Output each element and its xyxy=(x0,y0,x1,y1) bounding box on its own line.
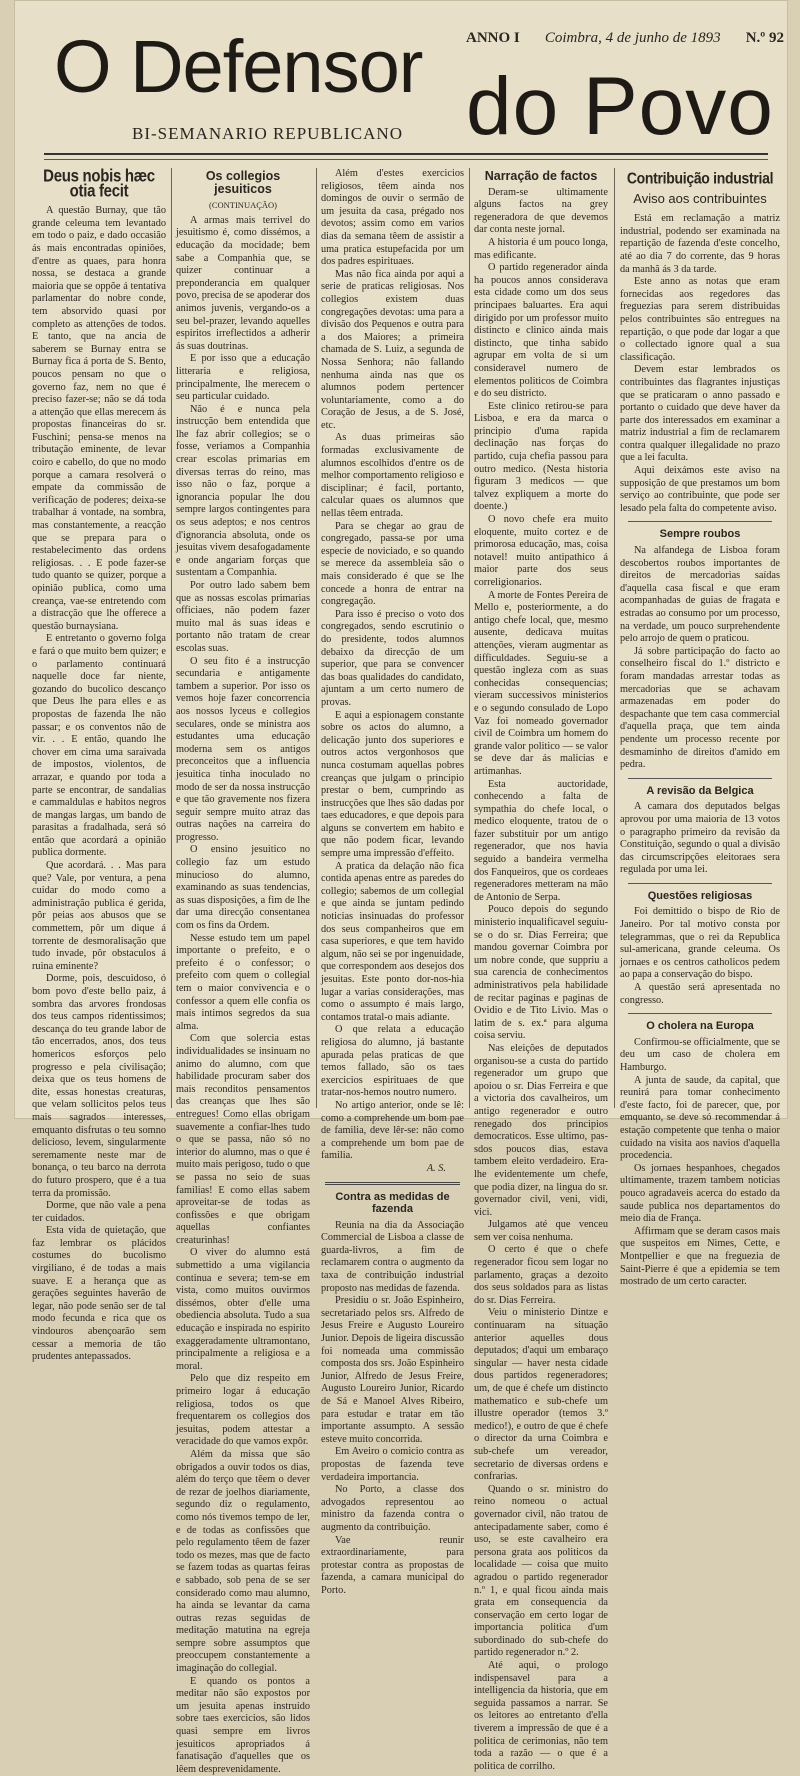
paragraph: E por isso que a educação litteraria e religiosa, principalmente, lhe merecem o seu particular cuidado. xyxy=(176,353,310,403)
narration-title: Narração de factos xyxy=(484,169,598,183)
masthead-rule-thin xyxy=(44,159,768,160)
column-editorial xyxy=(32,166,166,1363)
paragraph: Foi demittido o bispo de Rio de Janeiro. Por tal motivo consta por telegrammas, que o rei da Republica sul-americana, grande celeuma. Os jornaes e os centros catholicos pedem ao papa a conservação do bispo. xyxy=(620,906,780,981)
article-signature: A. S. xyxy=(426,1162,446,1174)
paragraph: O que relata a educação religiosa do alumno, já bastante apurada pelas praticas de que temos fallado, são os taes exercicios espirituaes de que tratar-nos-hemos noutro numero. xyxy=(321,1024,464,1099)
paragraph: Já sobre participação do facto ao conselheiro fiscal do 1.º districto e foram mandadas arrestar todas as mercadorias que se achavam armazenadas em poder do despachante que tem casa commercial d'aquella praça, que tem ainda pendente um processo recente por desmaminho de direitos d'amido em pedra. xyxy=(620,645,780,771)
paragraph: Devem estar lembrados os contribuintes das flagrantes injustiças que se praticaram o anno passado e portanto o cuidado que deve haver da parte dos interessados em examinar a matriz industrial a fim de reclamarem contra qualquer illegalidade no prazo que a lei faculta. xyxy=(620,364,780,464)
paragraph: Aqui deixámos este aviso na supposição de que prestamos um bom serviço ao contribuinte, que pode ser lesado pela falta do competente aviso. xyxy=(620,465,780,514)
paragraph: Esta auctoridade, conhecendo a falta de sympathia do chefe local, o medico eloquente, tratou de o fazer substituir por um antigo regenerador, que nos havia seguido a bandeira vermelha dos Fanqueiros, que os cordeaes regeneradores metteram na mão de Antonio de Serpa. xyxy=(474,778,608,903)
issue-info xyxy=(466,30,784,47)
paragraph: Quando o sr. ministro do reino nomeou o actual governador civil, não tratou de antecipadamente saber, como é uso, se este cavalheiro era persona grata aos politicos da localidade — coisa que muito agradou o partido regenerador n.º 1, e qual ficou ainda mais grata em consequencia da conservação em certo logar de importancia politica d'um subordinado do sub-chefe do partido regenerador n.º 2. xyxy=(474,1483,608,1659)
contribution-title: Contribuição industrial xyxy=(626,168,774,188)
issue-number: N.º 92 xyxy=(745,30,784,46)
paragraph: Em Aveiro o comicio contra as propostas de fazenda teve verdadeira importancia. xyxy=(321,1446,464,1483)
paragraph: Reunia na dia da Associação Commercial de Lisboa a classe de guarda-livros, a fim de reclamarem contra o augmento da taxa de contribuição industrial proposto nas medidas de fazenda. xyxy=(321,1219,464,1294)
editorial-title: Deus nobis hæc otia fecit xyxy=(43,166,155,201)
paragraph: Nas eleições de deputados organisou-se a custa do partido regenerador um grupo que apoiou o sr. Dias Ferreira e que a victoria dos cavalheiros, um antigo regenerador e outro renegado dos principios democraticos. Esse ultimo, pas-sdos poucos dias, estava tambem eleito verdadeiro. Era-lhe evidentemente um chefe, que podia dizer, na lingua do sr. governador civil, veni, vidi, vici. xyxy=(474,1042,608,1218)
paragraph: A questão será apresentada no congresso. xyxy=(620,982,780,1006)
paragraph: As duas primeiras são formadas exclusivamente de alumnos escolhidos d'entre os de melhor comportamento religioso e disciplinar; é facil, portanto, calcular quaes os alumnos que nellas têem entrada. xyxy=(321,432,464,520)
paragraph: A junta de saude, da capital, que reunirá para tomar conhecimento d'este facto, foi de parecer, que, por emquanto, se deve só recommendar á estação competente que tenha o maior cuidado na visita aos navios d'aquella procedencia. xyxy=(620,1074,780,1162)
paragraph: Affirmam que se deram casos mais que suspeitos em Nimes, Cette, e Montpellier e que na freguezia de Saint-Pierre é que a epidemia se tem mostrado de um certo caracter. xyxy=(620,1225,780,1288)
issue-date: Coimbra, 4 de junho de 1893 xyxy=(544,30,721,46)
paragraph: Veiu o ministerio Dintze e continuaram na situação anterior aquelles dous deputados; d'aqui um embaraço singular — haver nesta cidade dous partidos regeneradores; um, de que é chefe um distincto mathematico e sub-chefe um illustre operador (temos 3.º medico!), e outro de que é chefe o director da urna Coimbra e sub-chefe um vereador, secretario de diversas ordens e confrarias. xyxy=(474,1307,608,1483)
column-narration xyxy=(474,168,608,1772)
column-separator xyxy=(171,168,172,1108)
fazenda-title: Contra as medidas de fazenda xyxy=(335,1190,450,1216)
paragraph: O certo é que o chefe regenerador ficou sem logar no parlamento, graças a dezoito dos seus soldados para as listas do sr. Dias Ferreira. xyxy=(474,1244,608,1306)
contribution-body xyxy=(620,213,780,515)
editorial-body xyxy=(32,205,166,1364)
roubos-title: Sempre roubos xyxy=(659,528,741,541)
paragraph: No Porto, a classe dos advogados representou ao ministro da fazenda contra o augmento da contribuição. xyxy=(321,1484,464,1533)
paragraph: Julgamos até que venceu sem ver coisa nenhuma. xyxy=(474,1219,608,1243)
paragraph: A pratica da delação não fica contida apenas entre as paredes do collegio; sabemos de um collegial e que ainda se juntam pedindo noticias insinuadas do professor dos seus companheiros que em casa superiores, e que tem havido algum, não sei se por ingenuidade, que correspondem aos desejos dos jesuitas. Este ponto dor-nos-hia lugar a varias considerações, mas como o assumpto é mais largo, contamos tratal-o mais adiante. xyxy=(321,860,464,1023)
paragraph: Na alfandega de Lisboa foram descobertos roubos importantes de direitos de mercadorias saídas d'aquella casa fiscal e que eram acompanhadas de guias de fragata e estradas ao consumo por um processo, na verdade, um pouco surprehendente pelo arrojo de quem o praticou. xyxy=(620,545,780,645)
paragraph: Esta vida de quietação, que faz lembrar os plácidos costumes do bucolismo virgiliano, é de todas a mais suave. E a herança que as gerações seguintes haverão de legar, não pode senão ser de tal modo fecunda e rica que os vindouros abençoarão sem cessar a memoria de tão prudentes antepassados. xyxy=(32,1225,166,1363)
paragraph: Presidiu o sr. João Espinheiro, secretariado pelos srs. Alfredo de Jesus Freire e Augusto Loureiro Junior. Depois de ligeira discussão foi nomeada uma commissão composta dos srs. João Espinheiro Junior, Alfredo de Jesus Freire, Augusto Loureiro Junior, Ricardo de Sá e Manoel Alves Ribeiro, para estudar e tratar em tão importante assumpto. A sessão esteve muito concorrida. xyxy=(321,1295,464,1445)
article-divider xyxy=(325,1182,460,1185)
roubos-body xyxy=(620,545,780,772)
paragraph: A historia é um pouco longa, mas edificante. xyxy=(474,236,608,261)
religiosas-title: Questões religiosas xyxy=(647,889,753,902)
paragraph: Pouco depois do segundo ministerio inqualificavel seguiu-se o do sr. Dias Ferreira; que mandou governar Coimbra por um nobre conde, que suppriu a sua carencia de conhecimentos administrativos pela habilidade de recitar paginas e paginas de Ovidio e de Tito Livio. Mas o latim de s. ex.ª para alguma coisa serviu. xyxy=(474,904,608,1042)
cholera-body xyxy=(620,1037,780,1289)
paragraph: Não é e nunca pela instrucção bem entendida que lhe faz abrir collegios; se o fosse, veriamos a Companhia crear escolas primarias em diversas terras do reino, mas isso não o faz, porque a ignorancia popular lhe dou sempre largos contingentes para os seus adeptos; e nos centros d'ignorancia absoluta, onde os jesuitas vivem desafogadamente e onde angariam forças que sustentam a Companhia. xyxy=(176,403,310,579)
section-divider xyxy=(628,521,772,522)
paragraph: A morte de Fontes Pereira de Mello e, posteriormente, a do antigo chefe local, que, mesmo ausente, dedicava muitas attenções, vieram augmentar as difficuldades. Seguiu-se a questão ingleza com as suas conhecidas consequencias; vieram successivos ministerios e o segundo consulado de Lopo Vaz foi nomeado governador civil de Coimbra um homem do grande valor politico — se valor se deve dar ás malicias e artimanhas. xyxy=(474,589,608,777)
paragraph: Este clinico retirou-se para Lisboa, e era da marca o principio d'uma rapida declinação nas forças do partido, cuja chefia passou para outro medico. (Nesta historia figuram 3 medicos — que talvez expliquem a morte do doente.) xyxy=(474,400,608,513)
paragraph: Por outro lado sabem bem que as nossas escolas primarias officiaes, não podem fazer muito mal ás suas ideas e portanto não tratam de crear escolas suas. xyxy=(176,580,310,654)
paragraph: Nesse estudo tem um papel importante o prefeito, e o prefeito é o confessor; o prefeito com quem o collegial tem o maior convivencia e o confessor a quem elle confia os mais intimos segredos da sua alma. xyxy=(176,932,310,1032)
paragraph: Que acordará. . . Mas para que? Vale, por ventura, a pena cuidar do modo como a administração publica é gerida, pôr peias aos abusos que se commettem, pôr um dique á torrente de desmoralisação que tudo invade, pôr obstaculos á ruina eminente? xyxy=(32,860,166,972)
belgica-title: A revisão da Belgica xyxy=(646,784,754,797)
paragraph: O partido regenerador ainda ha poucos annos considerava esta cidade como um dos seus principaes baluartes. Era aqui dirigido por um professor muito distincto e clinico ainda mais distincto, que tinha sabido agrupar em volta de si um consideravel numero de elementos politicos de Coimbra e do seu districto. xyxy=(474,262,608,400)
section-divider xyxy=(628,883,772,884)
paragraph: Além da missa que são obrigados a ouvir todos os dias, além do terço que têem o dever de rezar de joelhos diariamente, segundo diz o regulamento, como nós tivemos tempo de ler, e de todas as confissões que pelo regulamento têem de fazer todo os mezes, mas que de facto se fazem todas as quartas feiras e sabbado, sob pena de se ser considerado como mau alumno, ha ainda se levantar da cama outras rezas seguidas de meditação matutina na egreja sempre sobre assumptos que preoccupem constantemente a imaginação do collegial. xyxy=(176,1448,310,1675)
paragraph: Mas não fica ainda por aqui a serie de praticas religiosas. Nos collegios existem duas congregações devotas: uma para a divisão dos Pequenos e outra para a dos Maiores; a primeira chamada de S. Luiz, a segunda de Nossa Senhora; não fallando nenhuma ainda nas que os alumnos podem pertencer voluntariamente, como a do Coração de Jesus, a de S. José, etc. xyxy=(321,268,464,431)
paragraph: Deram-se ultimamente alguns factos na grey regeneradora de que devemos dar conta neste jornal. xyxy=(474,186,608,236)
religiosas-body xyxy=(620,906,780,1007)
issue-year: ANNO I xyxy=(466,30,520,46)
newspaper-page xyxy=(14,0,788,1775)
continuation-note: (CONTINUAÇÃO) xyxy=(209,200,277,211)
paragraph: Os jornaes hespanhoes, chegados ultimamente, trazem tambem noticias pouco agradaveis acerca do estado da saude publica nos departamentos do meio dia de França. xyxy=(620,1162,780,1225)
fazenda-body xyxy=(321,1220,464,1598)
section-divider xyxy=(628,778,772,779)
column-jesuits-cont xyxy=(321,168,464,1596)
narration-body xyxy=(474,187,608,1774)
paragraph: Este anno as notas que eram fornecidas aos regedores das freguezias para serem distribuidas pelos contribuintes são entregues na repartição, o que pode dar logar a que o collectado ignore qual a sua classificação. xyxy=(620,276,780,363)
column-jesuits xyxy=(176,168,310,1775)
paragraph: No artigo anterior, onde se lê: como a comprehende um bom pae de familia, deve lêr-se: não como a comprehende um bom pae de familia. xyxy=(321,1099,464,1162)
paragraph: Até aqui, o prologo indispensavel para a intelligencia da historia, que em seguida passamos a narrar. Se os leitores ao entretanto d'ella tiverem a impressão de que é a politica de cerimonias, não tem toda a razão — o que é a politica de corrilho. xyxy=(474,1660,608,1772)
paragraph: O novo chefe era muito eloquente, muito cortez e de primorosa educação, mas, coisa notavel! muito antipathico á maior parte dos seus correligionarios. xyxy=(474,514,608,588)
paragraph: Pelo que diz respeito em primeiro logar á educação religiosa, todos os que frequentarem os collegios dos jesuitas, podem attestar a veracidade do que vamos expôr. xyxy=(176,1373,310,1448)
paragraph: O viver do alumno está submettido a uma vigilancia continua e severa; tem-se em vista, como muitos ouvirmos dissémos, obter d'elle uma obediencia absoluta. Tudo a sua educação e inspirada no espirito exaggeradamente ultramontano, principalmente a religiosa e a moral. xyxy=(176,1247,310,1372)
paragraph: Está em reclamação a matriz industrial, podendo ser examinada na repartição de fazenda d'este concelho, até ao dia 7 do corrente, das 9 horas da manhã ás 3 da tarde. xyxy=(620,213,780,275)
paragraph: Para se chegar ao grau de congregado, passa-se por uma especie de noviciado, e so quando se merece da assembleia são o mais considerado é que se lhe concede a honra de entrar na congregação. xyxy=(321,520,464,608)
paragraph: Além d'estes exercicios religiosos, têem ainda nos domingos de ouvir o sermão de um jesuita da casa, prégado nos devotos; assim como em varios dias da semana têem de assistir a uma pratica estupefacida por um dos padres espirituaes. xyxy=(321,168,464,268)
cholera-title: O cholera na Europa xyxy=(646,1020,754,1033)
column-separator xyxy=(469,168,470,1108)
paragraph: Confirmou-se officialmente, que se deu um caso de cholera em Hamburgo. xyxy=(620,1036,780,1073)
belgica-body xyxy=(620,801,780,877)
paragraph: Dorme, pois, descuidoso, ó bom povo d'este bello paiz, á sombra das arvores frondosas dos teus campos ridentissimos; descança do teu grande labor de tão encerrados, anos, dos teus homericos esforços pelo progresso e pela civilisação; deixa que os teus homens de dite, essas honestas creaturas, que velam sollicitos pelos teus mais sagrados interesses, emquanto disfrutas o teu somno delicioso, levem, singularmente seremamente neste mar de bonança, o teu barco na derrota do futuro prospero, que é a tua terra da promissão. xyxy=(32,973,166,1199)
masthead-title-right: do Povo xyxy=(466,61,774,152)
paragraph: Com que solercia estas individualidades se insinuam no animo do alumno, com que habilidade procuram saber dos mais reconditos pensamentos das creanças que lhes são entregues! Como ellas obrigam suavemente a confiar-lhes tudo o que se passa, não só no interior do alumno, mas o que é muito mais perigoso, tudo o que se passa no seio de suas familias! E como ellas sabem aproveitar-se de todas as confissões e que obrigam aquellas confiantes creaturinhas! xyxy=(176,1033,310,1246)
paragraph: A camara dos deputados belgas aprovou por uma maioria de 13 votos o paragrapho primeiro da revisão da Constituição, segundo o qual a divisão das circumscripções eleitoraes sera regulada por uma lei. xyxy=(620,801,780,876)
masthead-rule xyxy=(44,153,768,155)
paragraph: Para isso é preciso o voto dos congregados, sendo escrutinio o do presidente, todos alumnos debaixo da direcção de um superior, que para se convencer das boas qualidades do candidato, ajuntam a um certo numero de provas. xyxy=(321,608,464,708)
paragraph: E entretanto o governo folga e fará o que muito bem quizer; e o parlamento continuará naquelle doce far niente, gozando do bucolico descanço que Deus lhe para elles e as propostas de fazenda lhe não passar; e os conventos não de vir. . . E então, quando lhe chover em cima uma saraivada de impostos, violentos, de arrazar, e quando por toda a parte se encontrar, de sandalias e cammaldulas e habitos negros de mangas largas, um bando de parasitas a fradalhada, será só então que acordará a opinião publica dormente. xyxy=(32,633,166,859)
jesuits-body xyxy=(176,215,310,1776)
jesuits-title: Os collegios jesuiticos xyxy=(205,169,281,196)
paragraph: E aqui a espionagem constante sobre os actos do alumno, a delicação junto dos superiores e outros actos vergonhosos que nunca costumam aquellas pobres creanças que julgam o principio prestar o bem, cumprindo as instrucções que lhes são dadas por taes educadores, e que depois para alguns se convertem em habito e que não podem ficar, levando sempre uma impressão d'effeito. xyxy=(321,709,464,860)
paragraph: A questão Burnay, que tão grande celeuma tem levantado em todo o paiz, e dado occasião ás mais encontradas opiniões, d'entre as quaes, para honra nossa, se destaca a grande maioria que se oppõe á tentativa parlamentar do nobre conde, tem absorvido quasi por completo as attenções de todos. E tanto, que na ancia de saberem se Burnay entra se Burnay fica á porta de S. Bento, poucos pensam no que o governo faz, nem no que é preciso fazer-se; não se dá toda a attenção que ellas merecem ás propostas financeiras do sr. Fuschini; pensa-se menos na tributação eminente, de levar coiro e cabello, do que no modo porque a camara resolverá o empate da commissão de verificação de poderes; deixa-se trabalhar á vontade, na sombra, mas constantemente, a reacção que se prepara para o restabelecimento das ordens religiosas. . . E pode fazer-se tudo quanto se quizer, porque a opinião publica, como uma creança, vae-se entretendo com a distracção que lhe offerece a questão burnaysiana. xyxy=(32,205,166,632)
paragraph: O ensino jesuitico no collegio faz um estudo minucioso do alumno, examinando as suas tendencias, as suas disposições, a fim de lhe dar uma direcção consentanea com os fins da Ordem. xyxy=(176,844,310,932)
jesuits-cont-body xyxy=(321,168,464,1163)
column-notices xyxy=(620,168,780,1288)
column-separator xyxy=(316,168,317,1108)
paragraph: Vae reunir extraordinariamente, para protestar contra as propostas de fazenda, a camara municipal do Porto. xyxy=(321,1534,464,1596)
paragraph: E quando os pontos a meditar não são expostos por um jesuita apenas instruido sobre taes exercicios, são lidos quasi sempre em livros jesuiticos apropriados á fanatisação d'aquelles que os lêem desprevenidamente. xyxy=(176,1675,310,1775)
masthead-title-left: O Defensor xyxy=(54,25,423,108)
masthead-subtitle: BI-SEMANARIO REPUBLICANO xyxy=(132,124,403,143)
paragraph: Dorme, que não vale a pena ter cuidados. xyxy=(32,1200,166,1224)
paragraph: A armas mais terrivel do jesuitismo é, como dissémos, a educação da mocidade; bem sabe a Companhia que, se quizer continuar a preponderancia em qualquer povo, precisa de se apoderar dos animos juvenis, vergando-os a seu bel-prazer, levando aquelles espiritos irreflectidos a adherir ás suas doutrinas. xyxy=(176,214,310,352)
section-divider xyxy=(628,1013,772,1014)
column-separator xyxy=(614,168,615,1108)
paragraph: O seu fito é a instrucção secundaria e antigamente tambem a superior. Por isso os vemos hoje fazer concorrencia aos nossos lyceus e collegios seculares, onde se ministra aos estudantes uma educação moderna sem os antigos preconceitos que a influencia jesuitica tinha inoculado no modo de ser da nossa instrucção e que tão gravemente nos fizera seguir sempre muito atraz das outras nações na carreira do progresso. xyxy=(176,655,310,843)
contribution-subtitle: Aviso aos contribuintes xyxy=(633,190,767,206)
